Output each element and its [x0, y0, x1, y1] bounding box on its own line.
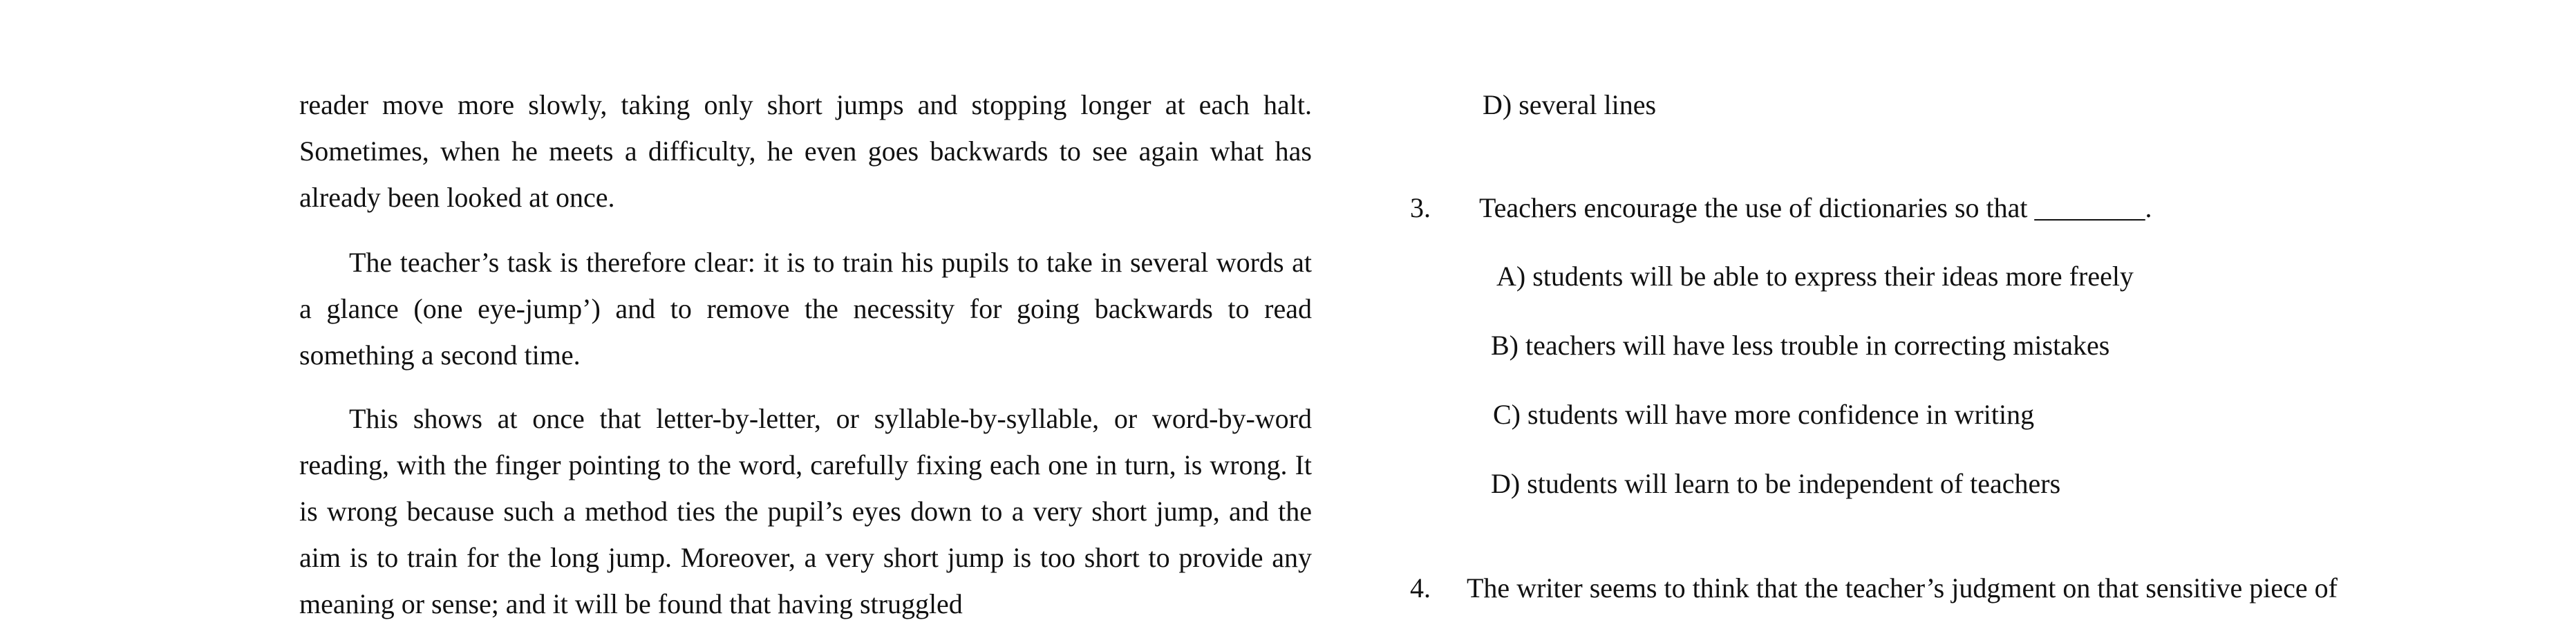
question-3-option-b: B) teachers will have less trouble in correcting mistakes	[1491, 330, 2110, 361]
question-4-number: 4.	[1410, 572, 1431, 603]
previous-question-option-d: D) several lines	[1483, 89, 1657, 120]
passage-paragraph-3: This shows at once that letter-by-letter, or syllable-by-syllable, or word-by-word reading, with the finger pointing to the word, carefully fixing each one in turn, is wrong. It is wrong because such a method ties the pupil’s eyes down to a very short jump, and the aim is to train for the long jump. Moreover, a very short jump is too short to provide any meaning or sense; and it will be found that having struggled	[299, 403, 1319, 619]
question-4-stem: The writer seems to think that the teacher’s judgment on that sensitive piece of	[1467, 572, 2338, 603]
question-3-number: 3.	[1410, 192, 1431, 223]
passage-paragraph-1: reader move more slowly, taking only short jumps and stopping longer at each halt. Sometimes, when he meets a difficulty, he even goes backwards to see again what has already been looked at once.	[299, 89, 1319, 213]
passage-paragraph-2: The teacher’s task is therefore clear: it is to train his pupils to take in several words at a glance (one eye-jump’) and to remove the necessity for going backwards to read something a second time.	[299, 247, 1319, 371]
question-3-option-c: C) students will have more confidence in writing	[1493, 399, 2035, 430]
question-3-option-a: A) students will be able to express their ideas more freely	[1496, 261, 2134, 292]
question-3-option-d: D) students will learn to be independent of teachers	[1491, 468, 2061, 499]
question-3-stem: Teachers encourage the use of dictionaries so that ________.	[1479, 192, 2152, 223]
